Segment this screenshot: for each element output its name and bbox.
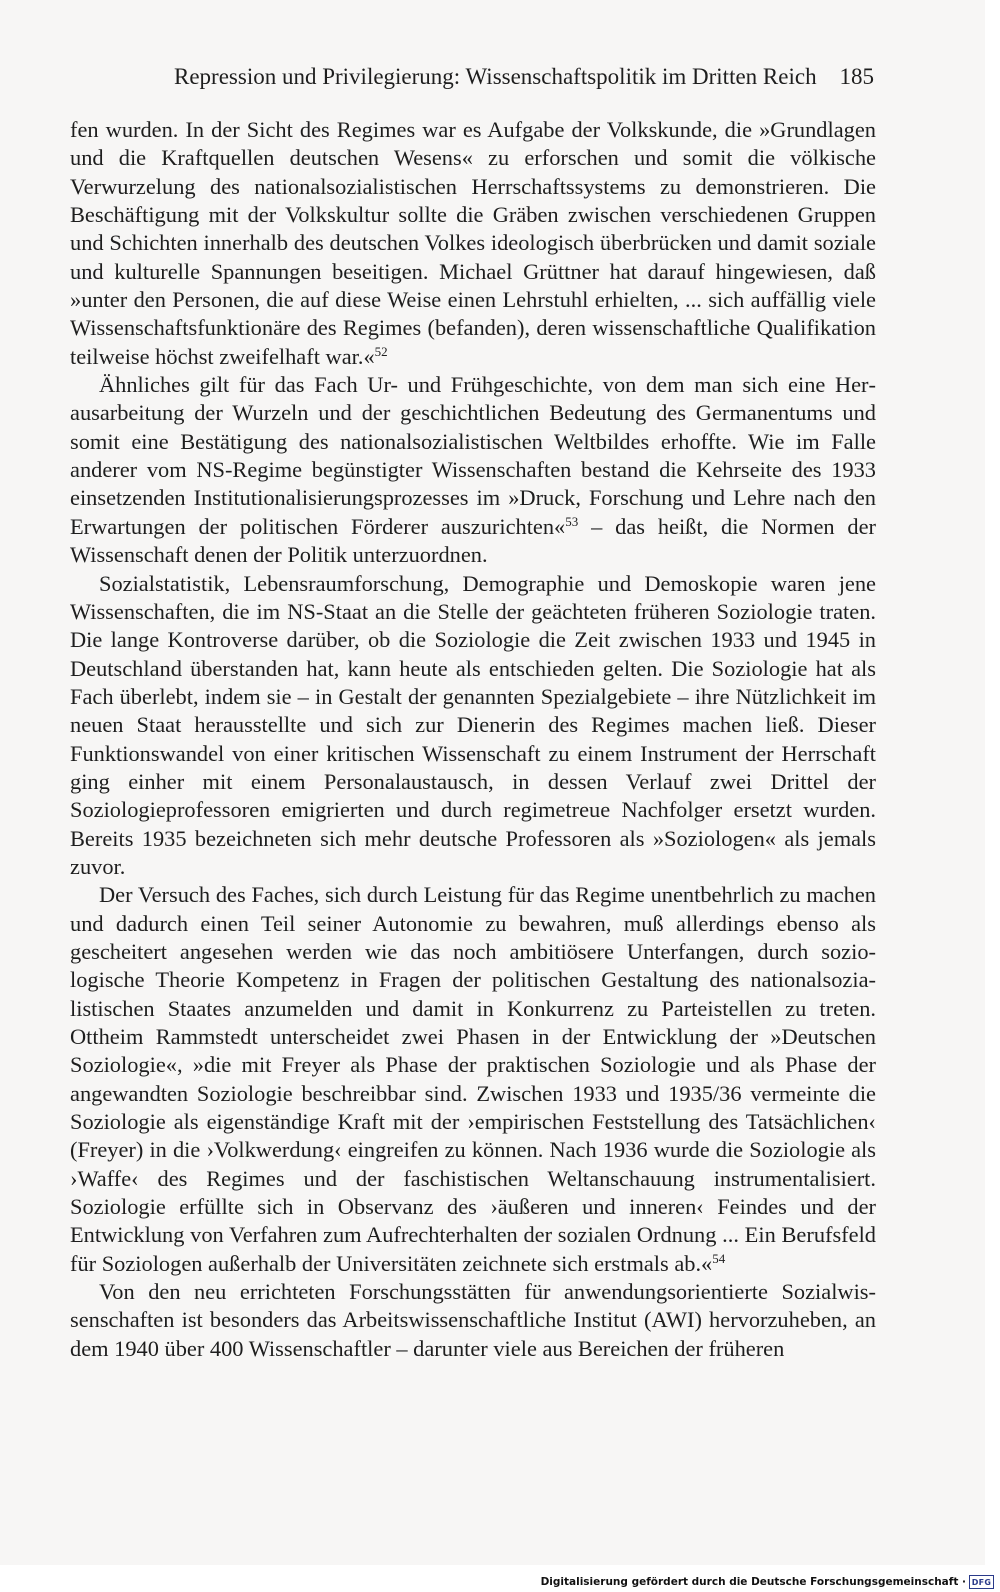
paragraph-text: Der Versuch des Faches, sich durch Leistung für das Regime unentbehrlich zu machen und dadurch einen Teil seiner Autonomie zu bewahren, muß allerdings ebenso als gescheitert angesehen werden wie das noch ambitiösere Unterfangen, durch soziologische Theorie Kompetenz in Fragen der politischen Gestaltung des nationalsozialistischen Staates anzumelden und damit in Konkurrenz zu Parteistellen zu treten. Ottheim Rammstedt unterscheidet zwei Phasen in der Entwicklung der »Deutschen Soziologie«, »die mit Freyer als Phase der praktischen Soziologie und als Phase der angewandten Soziologie beschreibbar sind. Zwischen 1933 und 1935/36 vermeinte die Soziologie als eigenständige Kraft mit der ›empirischen Feststellung des Tatsächlichen‹ (Freyer) in die ›Volkwerdung‹ eingreifen zu können. Nach 1936 wurde die Soziologie als ›Waffe‹ des Regimes und der faschistischen Weltanschauung instrumentalisiert. Soziologie erfüllte sich in Observanz des ›äußeren und inneren‹ Feindes und der Entwicklung von Verfahren zum Aufrechterhalten der sozialen Ordnung ... Ein Berufsfeld für Soziologen außerhalb der Universitäten zeichnete sich erstmals ab.« xyxy=(70,882,876,1276)
page-number: 185 xyxy=(839,64,874,89)
paragraph-text: Von den neu errichteten Forschungsstätten für anwendungsorientierte Sozialwissenschaften ist besonders das Arbeitswissenschaftliche Institut (AWI) hervorzuheben, an dem 1940 über 400 Wissenschaftler – darunter viele aus Bereichen der früheren xyxy=(70,1279,876,1361)
running-title: Repression und Privilegierung: Wissenschaftspolitik im Dritten Reich xyxy=(174,64,817,89)
footnote-ref-54: 54 xyxy=(712,1250,726,1266)
dfg-logo: DFG xyxy=(969,1575,994,1589)
paragraph-text: fen wurden. In der Sicht des Regimes war es Aufgabe der Volkskunde, die »Grundlagen und die Kraftquellen deutschen Wesens« zu erforschen und somit die völkische Verwurzelung des nationalsozialistischen Herrschaftssystems zu demonstrieren. Die Beschäftigung mit der Volkskultur sollte die Gräben zwischen verschiedenen Gruppen und Schichten innerhalb des deutschen Volkes ideologisch überbrücken und damit soziale und kulturelle Spannungen beseitigen. Michael Grüttner hat darauf hingewiesen, daß »unter den Personen, die auf diese Weise einen Lehrstuhl erhielten, ... sich auffällig viele Wissenschaftsfunktionäre des Regimes (befanden), deren wissenschaftliche Qualifikation teilweise höchst zweifelhaft war.« xyxy=(70,117,876,369)
paragraph-4 xyxy=(70,881,876,1278)
paragraph-2 xyxy=(70,371,876,569)
paragraph-5 xyxy=(70,1278,876,1363)
digitization-credit: Digitalisierung gefördert durch die Deutsche Forschungsgemeinschaft · xyxy=(540,1576,966,1588)
paragraph-text: Ähnliches gilt für das Fach Ur- und Frühgeschichte, von dem man sich eine Herausarbeitung der Wurzeln und der geschichtlichen Bedeutung des Germanentums und somit eine Bestätigung des nationalsozialistischen Weltbildes erhoffte. Wie im Falle anderer vom NS-Regime begünstigter Wissenschaften bestand die Kehrseite des 1933 einsetzenden Institutionalisierungsprozesses im »Druck, Forschung und Lehre nach den Erwartungen der politischen Förderer auszurichten« xyxy=(70,372,876,539)
paragraph-text-continued: – das heißt, die Normen der Wissenschaft denen der Politik unterzuordnen. xyxy=(70,513,877,568)
footnote-ref-53: 53 xyxy=(565,513,579,529)
paragraph-3 xyxy=(70,570,876,882)
paragraph-1 xyxy=(70,116,876,371)
footnote-ref-52: 52 xyxy=(374,343,388,359)
body-text xyxy=(70,116,876,1363)
paragraph-text: Sozialstatistik, Lebensraumforschung, Demographie und Demoskopie waren jene Wissenschaften, die im NS-Staat an die Stelle der geächteten früheren Soziologie traten. Die lange Kontroverse darüber, ob die Soziologie die Zeit zwischen 1933 und 1945 in Deutschland überstanden hat, kann heute als entschieden gelten. Die Soziologie hat als Fach überlebt, indem sie – in Gestalt der genannten Spezialgebiete – ihre Nützlichkeit im neuen Staat herausstellte und sich zur Dienerin des Regimes machen ließ. Dieser Funktionswandel von einer kritischen Wissenschaft zu einem Instrument der Herrschaft ging einher mit einem Personalaustausch, in dessen Verlauf zwei Drittel der Soziologieprofessoren emigrierten und durch regimetreue Nachfolger ersetzt wurden. Bereits 1935 bezeichneten sich mehr deutsche Professoren als »Soziologen« als jemals zuvor. xyxy=(70,570,876,879)
